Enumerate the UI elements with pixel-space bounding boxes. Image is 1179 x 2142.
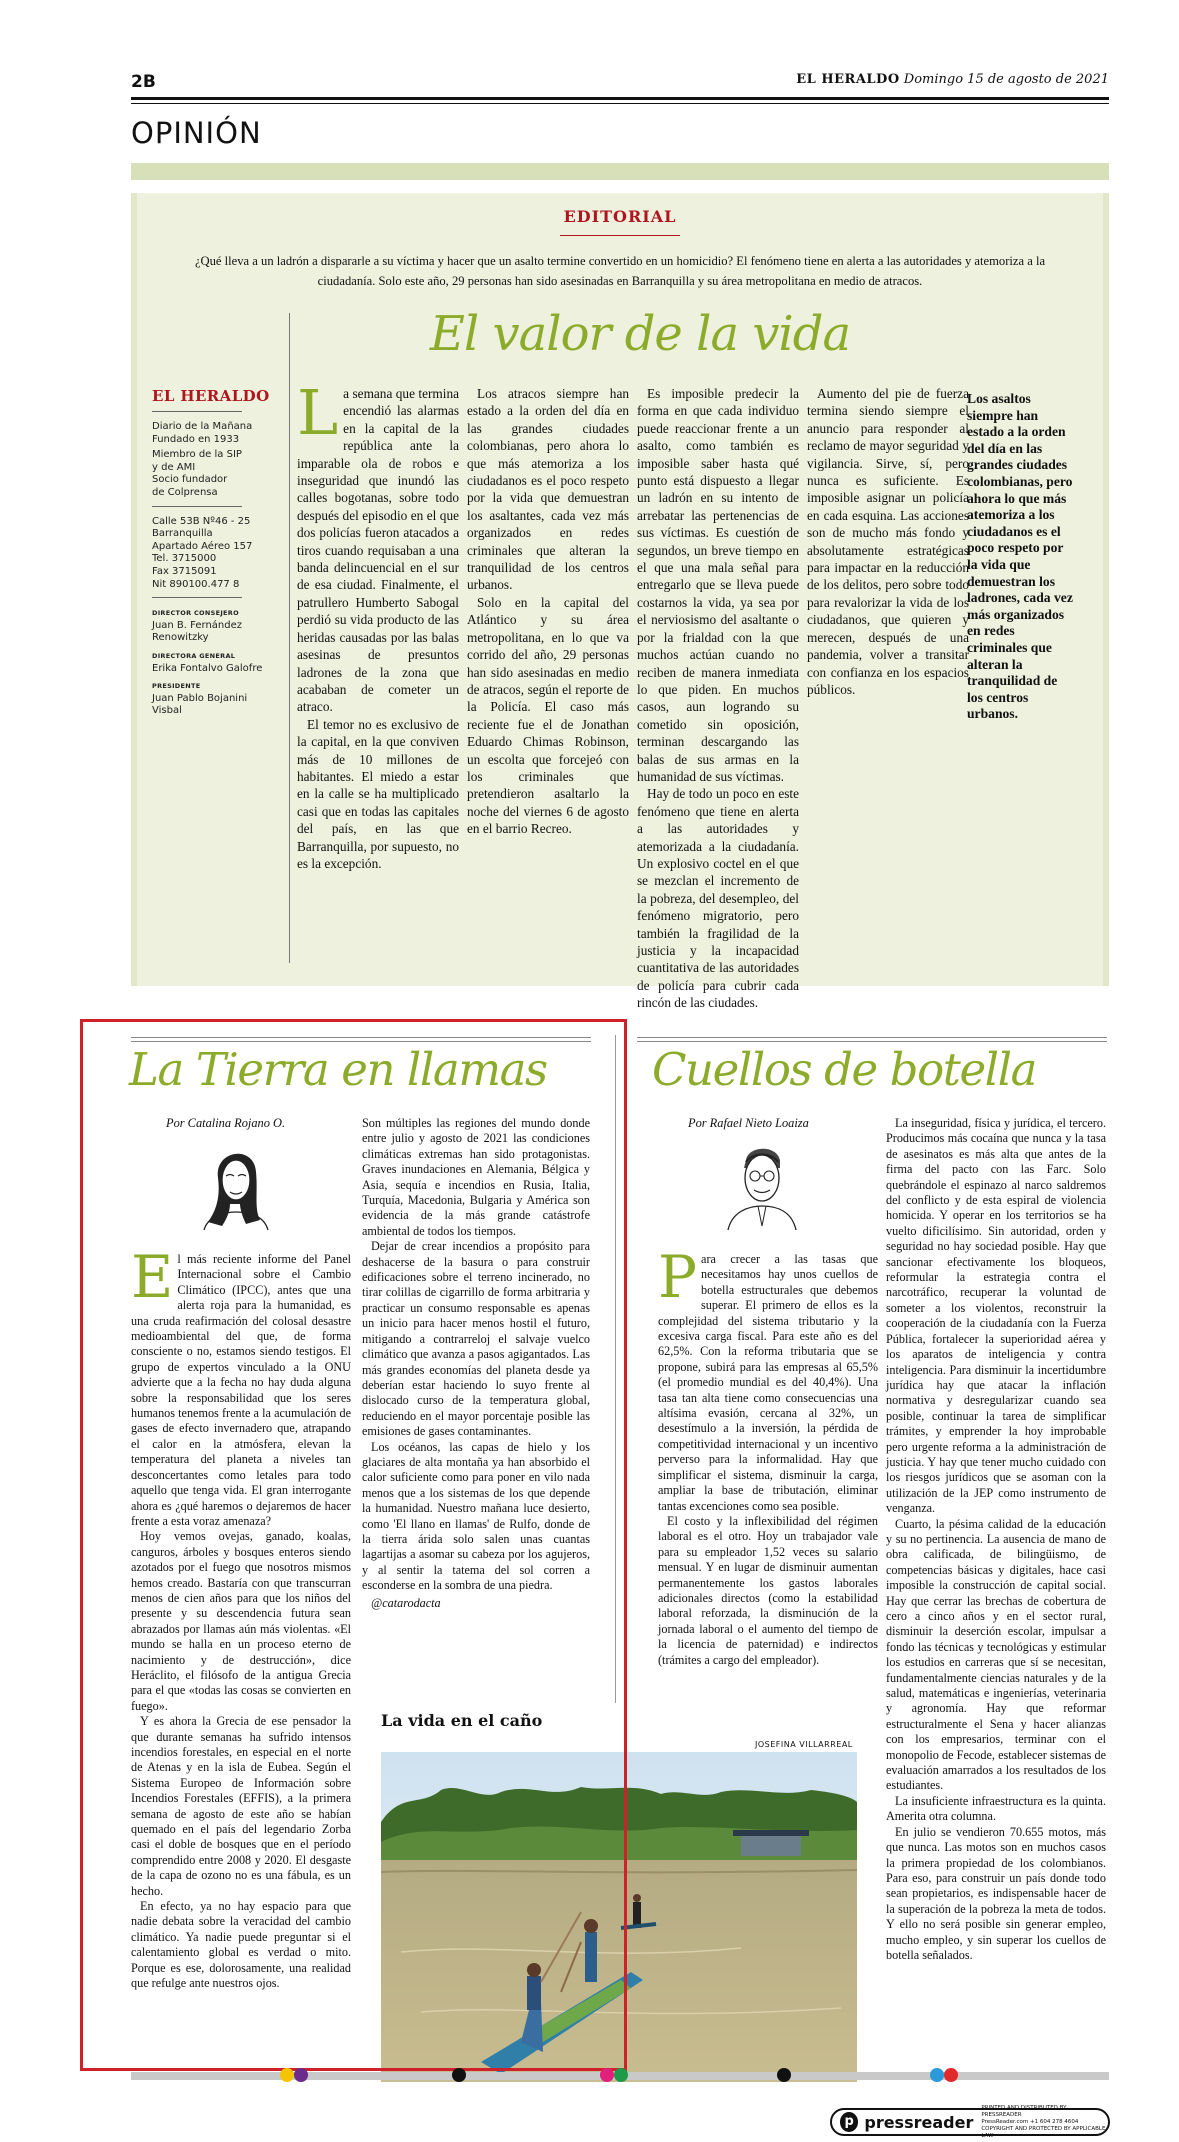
drop-cap: P bbox=[658, 1243, 698, 1311]
staff-name: Juan Pablo Bojanini Visbal bbox=[152, 692, 248, 717]
twitter-handle: @catarodacta bbox=[371, 1595, 441, 1610]
color-dot bbox=[600, 2068, 614, 2082]
role-label: DIRECTOR CONSEJERO bbox=[152, 609, 239, 618]
info-separator bbox=[152, 506, 242, 507]
paragraph: En efecto, ya no hay espacio para que nadie debata sobre la veracidad del cambio climático. Ya nadie puede preguntar si el calentamiento global es verdad o mito. Porque es ese, dolorosamente, una realidad que refulge ante nuestros ojos. bbox=[131, 1899, 351, 1991]
paragraph: Los océanos, las capas de hielo y los glaciares de alta montaña ya han absorbido el calor suficiente como para poner en vilo nada menos que a los sistemas de los que depende la humanidad. Nuestro mañana luce desierto, como 'El llano en llamas' de Rulfo, donde de la tierra árida solo salen unas cuantas lagartijas a asomar su cabeza por los agujeros, y al sentir la tatema del sol corren a esconderse en la sombra de una piedra. bbox=[362, 1439, 590, 1593]
paragraph: El costo y la inflexibilidad del régimen laboral es el otro. Hoy un trabajador vale para su empleador 1,52 veces su salario mensual. Y en lugar de disminuir aumentan permanentemente los gastos laborales adicionales directos (como la estabilidad laboral reforzada, la disminución de la jornada laboral o el aumento del tiempo de la licencia de paternidad) e indirectos (trámites a cargo del empleador). bbox=[658, 1513, 878, 1667]
drop-cap: L bbox=[297, 376, 339, 449]
column-rule bbox=[637, 1041, 1107, 1042]
color-dot bbox=[614, 2068, 628, 2082]
color-dot bbox=[280, 2068, 294, 2082]
paragraph: Hay de todo un poco en este fenómeno que tiene en alerta a las autoridades y atemorizada a la ciudadanía. Un explosivo coctel en el que se mezclan el incremento de la pobreza, del desempleo, del fenómeno migratorio, pero también la fragilidad de la justicia y la incapacidad cuantitativa de las autoridades de policía para cubrir cada rincón de las ciudades. bbox=[637, 786, 799, 1011]
column-title: La Tierra en llamas bbox=[129, 1043, 547, 1096]
selection-highlight bbox=[80, 1019, 627, 2071]
editorial-column-3 bbox=[637, 385, 799, 1011]
editorial-title: El valor de la vida bbox=[429, 306, 851, 362]
editorial-kicker: EDITORIAL bbox=[563, 207, 677, 226]
pull-quote: Los asaltos siempre han estado a la orden del día en las grandes ciudades colombianas, pero ahora lo que más atemoriza a los ciudadanos es el poco respeto por la vida que demuestran los ladrones, cada vez más organizados en redes criminales que alteran la tranquilidad de los centros urbanos. bbox=[967, 391, 1073, 722]
paragraph: En julio se vendieron 70.655 motos, más que nunca. Las motos son en muchos casos la primera propiedad de los colombianos. Para eso, para construir un país donde todo sean propietarios, es indispensable hacer de la superación de la pobreza la meta de todos. Y ello no será posible sin generar empleo, mucho empleo, y sin superar los cuellos de botella señalados. bbox=[886, 1824, 1106, 1962]
address: Calle 53B Nº46 - 25 Barranquilla Apartado Aéreo 157 Tel. 3715000 Fax 3715091 Nit 890100.477 8 bbox=[152, 515, 253, 590]
paragraph: Solo en la capital del Atlántico y su área metropolitana, en lo que va corrido del año, 29 personas han sido asesinadas en medio de atracos, según el reporte de la Policía. El caso más reciente fue el de Jonathan Eduardo Chimas Robinson, un escolta que forcejeó con los criminales que pretendieron asaltarlo la noche del viernes 6 de agosto en el barrio Recreo. bbox=[467, 594, 629, 837]
info-separator bbox=[152, 597, 242, 598]
paragraph: La inseguridad, física y jurídica, el tercero. Producimos más cocaína que nunca y la tasa de asesinatos es más alta que antes de la firma del pacto con las Farc. Solo quebrándole el espinazo al narco saldremos del conflicto y de esta espiral de violencia homicida. Y operar en los territorios se ha vuelto dificilísimo. Sin autoridad, orden y seguridad no hay sociedad posible. Hay que sancionar efectivamente los bloqueos, reformular la estrategia contra el narcotráfico, recuperar la voluntad de someter a los violentos, reconstruir la cooperación de la ciudadanía con la Fuerza Pública, fortalecer la superioridad aérea y los aparatos de inteligencia y contra inteligencia. Para disminuir la incertidumbre jurídica hay que atacar la inflación normativa y desregularizar cuando sea posible, continuar la tarea de simplificar trámites, y emprender la hoy improbable pero urgente reforma a la administración de justicia. Y hay que tener mucho cuidado con los riesgos jurídicos que se asoman con la utilización de la JEP como instrumento de venganza. bbox=[886, 1116, 1106, 1516]
editorial-lead: ¿Qué lleva a un ladrón a dispararle a su víctima y hacer que un asalto termine convertido en un homicidio? El fenómeno tiene en alerta a las autoridades y atemoriza a la ciudadanía. Solo este año, 29 personas han sido asesinadas en Barranquilla y su área metropolitana en medio de atracos. bbox=[194, 254, 1046, 288]
editorial-column-2 bbox=[467, 385, 629, 973]
staff-name: Erika Fontalvo Galofre bbox=[152, 662, 263, 674]
paragraph: Es imposible predecir la forma en que cada individuo puede reaccionar frente a un asalto, como también es imposible saber hasta qué punto está dispuesto a llegar un ladrón en su intento de arrebatar las pertenencias de sus víctimas. Es cuestión de segundos, un breve tiempo en el que una mala señal para entregarlo que se lleva puede costarnos la vida, ya sea por el nerviosismo del asaltante o por la frialdad con la que muchos actúan cuando no reciben de manera inmediata lo que piden. En muchos casos, aun logrando su cometido sin oposición, terminan descargando las balas de sus armas en la humanidad de sus víctimas. bbox=[637, 386, 799, 784]
editorial-box bbox=[131, 193, 1109, 1011]
page-number: 2B bbox=[131, 72, 156, 92]
paper-logo: EL HERALDO bbox=[152, 387, 270, 405]
author-portrait bbox=[722, 1136, 802, 1230]
role-label: DIRECTORA GENERAL bbox=[152, 651, 236, 660]
editorial-divider bbox=[289, 313, 290, 963]
paragraph: Los atracos siempre han estado a la orden del día en las grandes ciudades colombianas, pero ahora lo que más atemoriza a los ciudadanos es el poco respeto por la vida que demuestran los asaltantes, cada vez más organizados en redes criminales que alteran la tranquilidad de los centros urbanos. bbox=[467, 386, 629, 593]
column-title: Cuellos de botella bbox=[652, 1043, 1037, 1096]
pressreader-logo-icon: p bbox=[840, 2112, 858, 2132]
staff-name: Juan B. Fernández Renowitzky bbox=[152, 619, 242, 644]
photo-credit: JOSEFINA VILLARREAL bbox=[755, 1740, 853, 1749]
paragraph: El más reciente informe del Panel Internacional sobre el Cambio Climático (IPCC), antes que una alerta roja para la humanidad, es una cruda reafirmación del colosal desastre medioambiental del que, de forma consciente o no, estamos siendo testigos. El grupo de expertos vinculado a la ONU advierte que a la fecha no hay duda alguna sobre la responsabilidad que los seres humanos tenemos frente a la acumulación de gases de efecto invernadero que, atrapando el calor en la atmósfera, elevan la temperatura del planeta a niveles tan desconcertantes como letales para todo aquello que tenga vida. El gran interrogante ahora es ¿qué haremos o dejaremos de hacer frente a esta voraz amenaza? bbox=[131, 1243, 351, 1528]
masthead-date bbox=[796, 72, 1109, 87]
color-dot bbox=[452, 2068, 466, 2082]
pressreader-fineprint: PRINTED AND DISTRIBUTED BY PRESSREADER PressReader.com +1 604 278 4604 COPYRIGHT AND PROTECTED BY APPLICABLE LAW bbox=[981, 2104, 1106, 2139]
column-rule bbox=[637, 1037, 1107, 1038]
editorial-columns bbox=[297, 376, 969, 1011]
paragraph: La insuficiente infraestructura es la quinta. Amerita otra columna. bbox=[886, 1793, 1106, 1824]
color-dot bbox=[777, 2068, 791, 2082]
paragraph: Aumento del pie de fuerza termina siendo siempre el anuncio para responder al reclamo de mayor seguridad y vigilancia. Sirve, sí, pero nunca es suficiente. Es imposible asignar un policía en cada esquina. Las acciones son de mucho más fondo y absolutamente estratégicas para impactar en la reducción de los delitos, pero sobre todo para revalorizar la vida de los ciudadanos, que quieren y merecen, después de una pandemia, volver a transitar con confianza en los espacios públicos. bbox=[807, 386, 969, 697]
editorial-column-4 bbox=[807, 385, 969, 973]
color-dot bbox=[930, 2068, 944, 2082]
pressreader-badge[interactable] bbox=[830, 2104, 1110, 2139]
info-line: Miembro de la SIP y de AMI Socio fundador de Colprensa bbox=[152, 449, 242, 498]
info-line: Diario de la Mañana Fundado en 1933 bbox=[152, 421, 253, 445]
paragraph: Hoy vemos ovejas, ganado, koalas, canguros, árboles y bosques enteros siendo azotados por el fuego que nosotros mismos hemos creado. Bastaría con que transcurran menos de cien años para que los niños del presente y su descendencia futura sean abrazados por llamas aún más violentas. «El mundo se halla en un proceso eterno de nacimiento y de destrucción», dice Heráclito, el filósofo de la antigua Grecia para el que «todas las cosas se convierten en fuego». bbox=[131, 1529, 351, 1713]
paper-name: EL HERALDO bbox=[796, 72, 900, 87]
paragraph: Para crecer a las tasas que necesitamos hay unos cuellos de botella estructurales que debemos superar. El primero de ellos es la complejidad del sistema tributario y la excesiva carga fiscal. Para este año es del 62,5%. Con la reforma tributaria que se propone, subirá para las empresas al 65,5% (el promedio mundial es del 40,4%). Una tasa tan alta tiene como consecuencias una altísima evasión, cercana al 32%, un desestímulo a la inversión, la pérdida de competitividad internacional y un incentivo perverso para la informalidad. Hay que simplificar el sistema, disminuir la carga, ampliar la base de tributación, eliminar tantas excenciones como sea posible. bbox=[658, 1243, 878, 1513]
byline: Por Catalina Rojano O. bbox=[166, 1116, 286, 1130]
paragraph: Cuarto, la pésima calidad de la educación y su no pertinencia. La ausencia de mano de obra calificada, de bilingüismo, de competencias básicas y digitales, hace casi imposible la construcción de capital social. Hay que cerrar las brechas de cobertura de cero a cinco años y en el sector rural, disminuir la deserción escolar, impulsar a fondo las técnicas y tecnológicas y estimular los estudios en carreras que sí se necesitan, fundamentalmente ciencias naturales y de la salud, matemáticas e ingenierías, veterinaria y agronomía. Hay que reformar estructuralmente el Sena y hacer alianzas con los empresarios, terminar con el monopolio de Fecode, establecer sistemas de evaluación amarrados a los resultados de los estudiantes. bbox=[886, 1516, 1106, 1793]
paragraph: Dejar de crear incendios a propósito para deshacerse de la basura o para construir edificaciones sobre el terreno incinerado, no tirar colillas de cigarrillo de forma arbitraria y practicar un consumo responsable es apenas un inicio para hacer menos hostil el futuro, mitigando a contrarreloj el salvaje vuelco climático que avanza a pasos agigantados. Las más grandes economías del planeta desde ya deberían estar haciendo lo suyo frente al dislocado curso de la temperatura global, reduciendo en el mayor porcentaje posible las emisiones de gases contaminantes. bbox=[362, 1239, 590, 1439]
info-separator bbox=[152, 411, 242, 412]
issue-date: Domingo 15 de agosto de 2021 bbox=[903, 72, 1109, 87]
paragraph: La semana que termina encendió las alarmas en la capital de la república ante la imparable ola de robos e inseguridad que inundó las calles bogotanas, sobre todo después del episodio en el que dos policías fueron atacados a tiros cuando requisaban a una banda delincuencial en el sur de esa ciudad. Finalmente, el patrullero Humberto Sabogal perdió su vida producto de las heridas causadas por las balas asesinas de presuntos ladrones de la zona que acababan de cometer un atraco. bbox=[297, 376, 459, 715]
paragraph: El temor no es exclusivo de la capital, en la que conviven más de 10 millones de habitantes. El miedo a estar en la calle se ha multiplicado casi que en todas las capitales del país, en las que Barranquilla, por supuesto, no es la excepción. bbox=[297, 716, 459, 871]
byline: Por Rafael Nieto Loaiza bbox=[688, 1116, 809, 1130]
header-rule bbox=[131, 97, 1109, 100]
role-label: PRESIDENTE bbox=[152, 682, 201, 691]
paragraph: Y es ahora la Grecia de ese pensador la que durante semanas ha sufrido intensos incendios forestales, en especial en el norte de Atenas y en la isla de Eubea. Según el Sistema Europeo de Información sobre Incendios Forestales (EFFIS), a la primera semana de agosto de este año se habían quemado en el país del legendario Zorba casi el doble de bosques que en el período comprendido entre 2008 y 2020. El desgaste de la capa de ozono no es una fábula, es un hecho. bbox=[131, 1714, 351, 1898]
editorial-column-1 bbox=[297, 376, 459, 973]
photo-title: La vida en el caño bbox=[381, 1711, 543, 1730]
color-dot bbox=[944, 2068, 958, 2082]
column-text-4 bbox=[886, 1116, 1106, 2066]
paragraph: Son múltiples las regiones del mundo donde entre julio y agosto de 2021 las condiciones climáticas extremas han sido protagonistas. Graves inundaciones en Alemania, Bélgica y Asia, sequía e incendios en Rusia, Italia, Turquía, Macedonia, Bulgaria y América son evidencia de la más grande catástrofe ambiental de todos los tiempos. bbox=[362, 1116, 590, 1238]
drop-cap: E bbox=[131, 1243, 174, 1311]
section-bar bbox=[131, 163, 1109, 180]
header-rule-thin bbox=[131, 103, 1109, 104]
column-text-3 bbox=[658, 1243, 878, 1702]
masthead-info bbox=[152, 387, 277, 721]
kicker-underline bbox=[560, 235, 680, 236]
pressreader-name: pressreader bbox=[864, 2112, 974, 2132]
section-title: OPINIÓN bbox=[131, 116, 262, 150]
color-dot bbox=[294, 2068, 308, 2082]
